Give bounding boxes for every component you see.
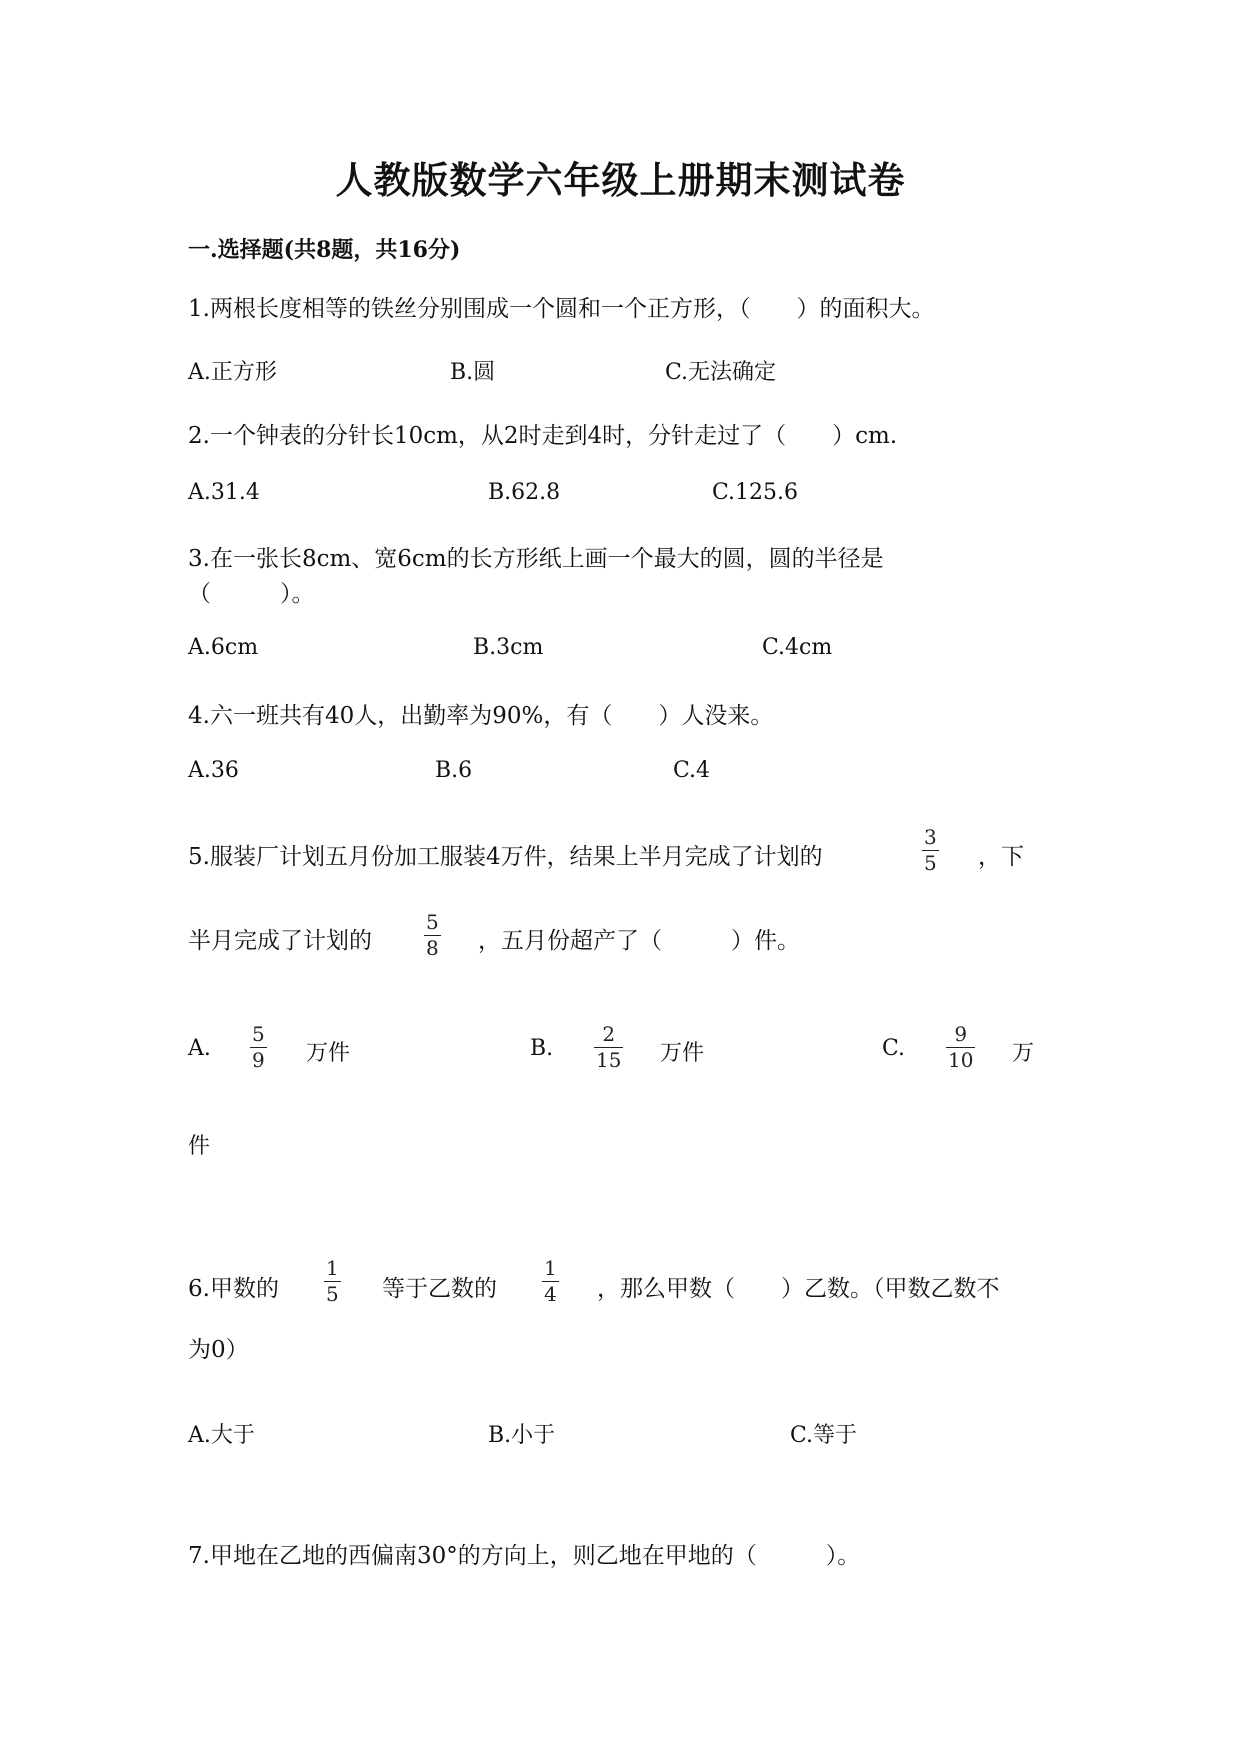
q6-fraction-2 (542, 1257, 559, 1306)
q3-option-a: A.6cm (188, 635, 259, 660)
q1-option-a: A.正方形 (188, 360, 277, 385)
q2-option-b: B.62.8 (488, 480, 561, 505)
fraction-numerator: 5 (252, 1022, 265, 1046)
question-5-text-part2: ，下 (978, 844, 1024, 870)
q5-option-a-label: A. (188, 1036, 211, 1061)
fraction-denominator: 15 (596, 1048, 622, 1072)
q4-option-a: A.36 (188, 758, 239, 783)
question-1-text: 1.两根长度相等的铁丝分别围成一个圆和一个正方形，（ ）的面积大。 (188, 296, 935, 322)
fraction-numerator: 1 (326, 1256, 339, 1280)
q5-fraction-2 (424, 911, 441, 960)
q5-option-c-unit: 万 (1012, 1041, 1035, 1066)
question-7-text: 7.甲地在乙地的西偏南30°的方向上，则乙地在甲地的（ ）。 (188, 1543, 861, 1569)
section-heading: 一.选择题(共8题，共16分) (188, 237, 461, 263)
q3-option-c: C.4cm (762, 635, 833, 660)
q4-option-c: C.4 (673, 758, 711, 783)
question-2-text: 2.一个钟表的分针长10cm，从2时走到4时，分针走过了（ ）cm. (188, 423, 898, 449)
q5-fraction-1 (922, 826, 939, 875)
q5-option-a-unit: 万件 (306, 1041, 351, 1066)
fraction-denominator: 5 (924, 851, 937, 875)
q5-option-c-fraction (946, 1023, 975, 1072)
q6-fraction-1 (324, 1257, 341, 1306)
fraction-numerator: 5 (426, 910, 439, 934)
fraction-denominator: 4 (544, 1282, 557, 1306)
question-6-text-part2: 等于乙数的 (382, 1276, 497, 1302)
q1-option-b: B.圆 (450, 360, 496, 385)
q4-option-b: B.6 (435, 758, 473, 783)
question-5-text-part1: 5.服装厂计划五月份加工服装4万件，结果上半月完成了计划的 (188, 844, 823, 870)
q5-option-c-label: C. (882, 1036, 906, 1061)
question-5-text-part4: ，五月份超产了（ ）件。 (478, 928, 800, 954)
q5-option-b-fraction (594, 1023, 623, 1072)
fraction-denominator: 9 (252, 1048, 265, 1072)
fraction-denominator: 8 (426, 936, 439, 960)
fraction-denominator: 5 (326, 1282, 339, 1306)
question-6-text-part4: 为0） (188, 1337, 249, 1363)
q2-option-a: A.31.4 (188, 480, 260, 505)
q5-option-b-unit: 万件 (660, 1041, 705, 1066)
question-4-text: 4.六一班共有40人，出勤率为90%，有（ ）人没来。 (188, 703, 774, 729)
question-6-text-part1: 6.甲数的 (188, 1276, 279, 1302)
q3-option-b: B.3cm (473, 635, 544, 660)
fraction-numerator: 2 (602, 1022, 616, 1046)
q5-option-b-label: B. (530, 1036, 554, 1061)
q2-option-c: C.125.6 (712, 480, 799, 505)
fraction-numerator: 3 (924, 825, 937, 849)
question-6-text-part3: ，那么甲数（ ）乙数。（甲数乙数不 (597, 1276, 1000, 1302)
q5-option-a-fraction (250, 1023, 267, 1072)
fraction-numerator: 1 (544, 1256, 557, 1280)
question-3-text-line1: 3.在一张长8cm、宽6cm的长方形纸上画一个最大的圆，圆的半径是 (188, 546, 884, 572)
fraction-numerator: 9 (954, 1022, 968, 1046)
q6-option-a: A.大于 (188, 1423, 255, 1448)
page-title: 人教版数学六年级上册期末测试卷 (335, 158, 906, 202)
q6-option-b: B.小于 (488, 1423, 556, 1448)
q6-option-c: C.等于 (790, 1423, 858, 1448)
q1-option-c: C.无法确定 (665, 360, 777, 385)
q5-option-c-unit-wrap: 件 (188, 1134, 211, 1159)
fraction-denominator: 10 (948, 1048, 974, 1072)
question-3-text-line2: （ ）。 (188, 581, 315, 607)
question-5-text-part3: 半月完成了计划的 (188, 928, 372, 954)
